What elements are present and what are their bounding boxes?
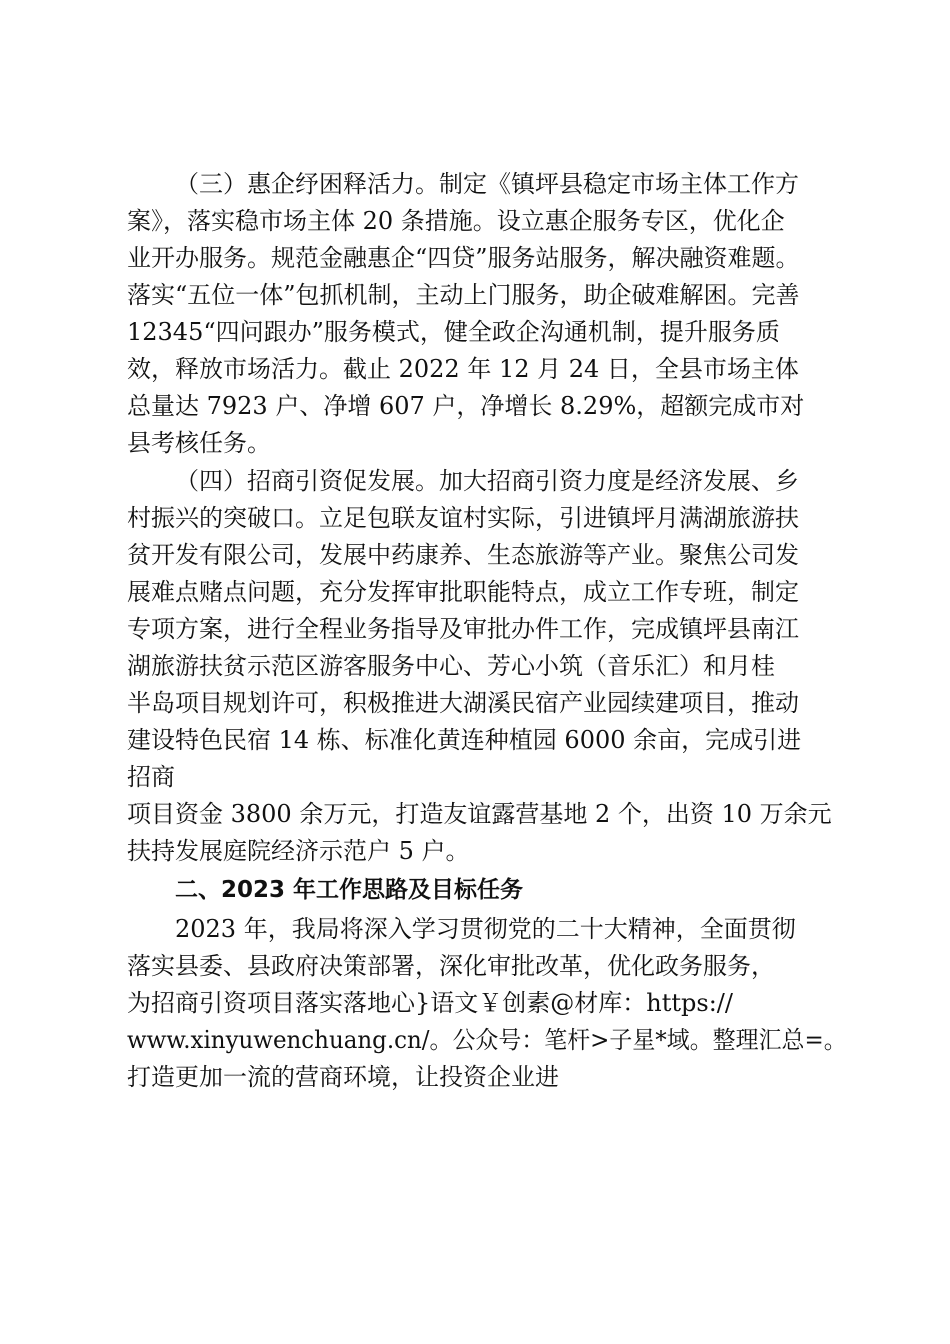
paragraph-line: 湖旅游扶贫示范区游客服务中心、芳心小筑（音乐汇）和月桂	[127, 652, 775, 680]
paragraph-line: 业开办服务。规范金融惠企“四贷”服务站服务，解决融资难题。	[127, 244, 800, 272]
section-heading: 二、2023 年工作思路及目标任务	[175, 877, 524, 903]
paragraph-line: 半岛项目规划许可，积极推进大湖溪民宿产业园续建项目，推动	[127, 689, 799, 717]
paragraph-line: 2023 年，我局将深入学习贯彻党的二十大精神，全面贯彻	[175, 915, 796, 943]
paragraph-line: 展难点赌点问题，充分发挥审批职能特点，成立工作专班，制定	[127, 578, 799, 606]
paragraph-line: 为招商引资项目落实落地心}语文￥创素@材库：https://	[127, 989, 733, 1017]
paragraph-line: 效，释放市场活力。截止 2022 年 12 月 24 日，全县市场主体	[127, 355, 799, 383]
paragraph-line: 村振兴的突破口。立足包联友谊村实际，引进镇坪月满湖旅游扶	[127, 504, 799, 532]
paragraph-line: 专项方案，进行全程业务指导及审批办件工作，完成镇坪县南江	[127, 615, 799, 643]
paragraph-line: 总量达 7923 户、净增 607 户，净增长 8.29%，超额完成市对	[127, 392, 805, 420]
paragraph-line: （三）惠企纾困释活力。制定《镇坪县稳定市场主体工作方	[175, 170, 799, 198]
paragraph-line: 建设特色民宿 14 栋、标准化黄连种植园 6000 余亩，完成引进	[127, 726, 802, 754]
paragraph-line: www.xinyuwenchuang.cn/。公众号：笔杆>子星*域。整理汇总=。	[127, 1026, 847, 1054]
paragraph-line: 12345“四问跟办”服务模式，健全政企沟通机制，提升服务质	[127, 318, 780, 346]
paragraph-line: 招商	[127, 763, 175, 791]
paragraph-line: 落实“五位一体”包抓机制，主动上门服务，助企破难解困。完善	[127, 281, 800, 309]
paragraph-line: 打造更加一流的营商环境，让投资企业进	[127, 1063, 559, 1091]
paragraph-line: （四）招商引资促发展。加大招商引资力度是经济发展、乡	[175, 467, 799, 495]
paragraph-line: 扶持发展庭院经济示范户 5 户。	[127, 837, 470, 865]
paragraph-line: 县考核任务。	[127, 429, 271, 457]
paragraph-line: 项目资金 3800 余万元，打造友谊露营基地 2 个，出资 10 万余元	[127, 800, 832, 828]
paragraph-line: 落实县委、县政府决策部署，深化审批改革，优化政务服务，	[127, 952, 775, 980]
paragraph-line: 案》，落实稳市场主体 20 条措施。设立惠企服务专区，优化企	[127, 207, 785, 235]
paragraph-line: 贫开发有限公司，发展中药康养、生态旅游等产业。聚焦公司发	[127, 541, 799, 569]
